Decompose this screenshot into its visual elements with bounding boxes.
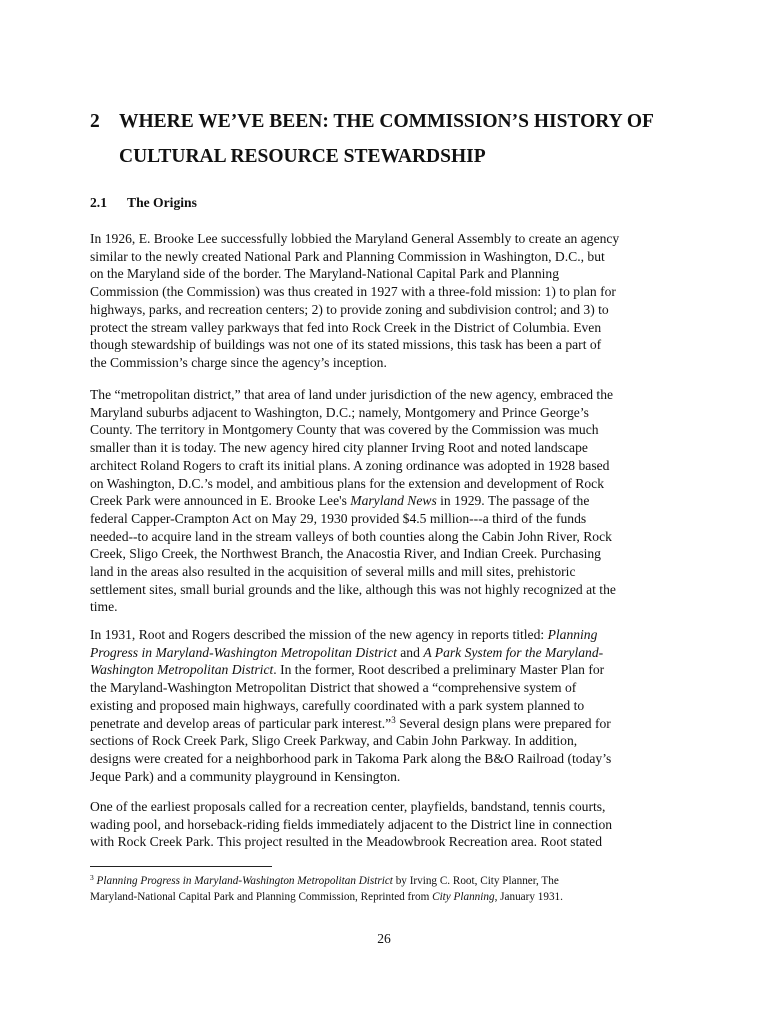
text-fragment: Maryland-National Capital Park and Planning Commission, Reprinted from bbox=[90, 891, 433, 903]
footnote-line bbox=[90, 873, 690, 889]
text-line: architect Roland Rogers to craft its initial plans. A zoning ordinance was adopted in 1928 based bbox=[90, 457, 610, 473]
text-line: settlement sites, small burial grounds and the like, although this was not highly recognized at the bbox=[90, 581, 616, 597]
report-title-italic: A Park System for the Maryland- bbox=[423, 644, 604, 660]
text-fragment: in 1929. The passage of the bbox=[436, 493, 590, 509]
text-fragment: . In the former, Root described a preliminary Master Plan for bbox=[273, 662, 605, 678]
text-line: County. The territory in Montgomery County that was covered by the Commission was much bbox=[90, 422, 599, 438]
footnote-reference[interactable]: 3 bbox=[391, 714, 396, 725]
footnote-line bbox=[90, 889, 690, 905]
text-line: though stewardship of buildings was not one of its stated missions, this task has been a part of bbox=[90, 337, 602, 353]
chapter-heading bbox=[90, 104, 700, 174]
text-line: wading pool, and horseback-riding fields immediately adjacent to the District line in connection bbox=[90, 816, 613, 832]
text-line: federal Capper-Crampton Act on May 29, 1930 provided $4.5 million---a third of the funds bbox=[90, 510, 587, 526]
text-line bbox=[90, 644, 680, 662]
report-title-italic: Washington Metropolitan District bbox=[90, 662, 274, 678]
footnote-title-italic: Planning Progress in Maryland-Washington Metropolitan District bbox=[96, 875, 393, 887]
text-line: protect the stream valley parkways that fed into Rock Creek in the District of Columbia. Even bbox=[90, 319, 602, 335]
text-line: on Washington, D.C.’s model, and ambitious plans for the extension and development of Rock bbox=[90, 475, 605, 491]
text-line: with Rock Creek Park. This project resulted in the Meadowbrook Recreation area. Root stated bbox=[90, 834, 603, 850]
text-line: In 1926, E. Brooke Lee successfully lobbied the Maryland General Assembly to create an agency bbox=[90, 231, 620, 246]
text-line bbox=[90, 626, 680, 644]
text-line: One of the earliest proposals called for a recreation center, playfields, bandstand, tennis courts, bbox=[90, 799, 606, 814]
paragraph-1 bbox=[90, 230, 680, 372]
text-line: existing and proposed main highways, carefully coordinated with a park system planned to bbox=[90, 697, 585, 713]
text-line: designs were created for a neighborhood park in Takoma Park along the B&O Railroad (today’s bbox=[90, 750, 612, 766]
text-fragment: In 1931, Root and Rogers described the mission of the new agency in reports titled: bbox=[90, 627, 548, 642]
footnote-marker: 3 bbox=[90, 873, 94, 882]
section-title: The Origins bbox=[127, 195, 197, 210]
text-line: Jeque Park) and a community playground in Kensington. bbox=[90, 768, 401, 784]
text-fragment: Creek Park were announced in E. Brooke Lee's bbox=[90, 493, 351, 509]
footnote-source-italic: City Planning bbox=[432, 891, 495, 903]
report-title-italic: Planning bbox=[547, 627, 598, 642]
text-line: smaller than it is today. The new agency hired city planner Irving Root and noted landscape bbox=[90, 440, 588, 456]
text-line bbox=[90, 715, 680, 733]
text-line bbox=[90, 661, 680, 679]
footnote-divider bbox=[90, 866, 272, 867]
text-fragment: penetrate and develop areas of particular park interest.” bbox=[90, 715, 392, 731]
text-line: the Maryland-Washington Metropolitan District that showed a “comprehensive system of bbox=[90, 680, 577, 696]
paragraph-2 bbox=[90, 386, 680, 616]
page-number: 26 bbox=[377, 931, 391, 946]
report-title-italic: Progress in Maryland-Washington Metropolitan District bbox=[90, 644, 397, 660]
text-fragment: and bbox=[396, 644, 424, 660]
footnote bbox=[90, 873, 690, 905]
text-fragment: , January 1931. bbox=[494, 891, 563, 903]
text-line: land in the areas also resulted in the acquisition of several mills and mill sites, prehistoric bbox=[90, 564, 576, 580]
paragraph-4 bbox=[90, 798, 680, 851]
publication-title-italic: Maryland News bbox=[350, 493, 437, 509]
text-line: Commission (the Commission) was thus created in 1927 with a three-fold mission: 1) to plan for bbox=[90, 284, 616, 300]
text-line: similar to the newly created National Park and Planning Commission in Washington, D.C., but bbox=[90, 248, 605, 264]
text-line: Maryland suburbs adjacent to Washington, D.C.; namely, Montgomery and Prince George’s bbox=[90, 404, 589, 420]
text-line: The “metropolitan district,” that area of land under jurisdiction of the new agency, embraced the bbox=[90, 387, 614, 402]
text-line bbox=[90, 492, 680, 510]
text-line: time. bbox=[90, 599, 118, 615]
section-number: 2.1 bbox=[90, 195, 107, 210]
chapter-title-line-2: CULTURAL RESOURCE STEWARDSHIP bbox=[119, 146, 486, 167]
text-line: needed--to acquire land in the stream valleys of both counties along the Cabin John River, Rock bbox=[90, 528, 612, 544]
text-fragment: Several design plans were prepared for bbox=[395, 715, 611, 731]
chapter-title-line-1: WHERE WE’VE BEEN: THE COMMISSION’S HISTORY OF bbox=[119, 111, 654, 132]
text-line: Creek, Sligo Creek, the Northwest Branch, the Anacostia River, and Indian Creek. Purchasing bbox=[90, 546, 601, 562]
section-heading bbox=[90, 194, 197, 212]
text-line: sections of Rock Creek Park, Sligo Creek Parkway, and Cabin John Parkway. In addition, bbox=[90, 733, 578, 749]
text-line: the Commission’s charge since the agency’s inception. bbox=[90, 354, 387, 370]
text-line: highways, parks, and recreation centers; 2) to provide zoning and subdivision control; and 3) to bbox=[90, 301, 609, 317]
chapter-number: 2 bbox=[90, 111, 100, 132]
paragraph-3 bbox=[90, 626, 680, 785]
text-line: on the Maryland side of the border. The Maryland-National Capital Park and Planning bbox=[90, 266, 559, 282]
text-fragment: by Irving C. Root, City Planner, The bbox=[392, 875, 559, 887]
